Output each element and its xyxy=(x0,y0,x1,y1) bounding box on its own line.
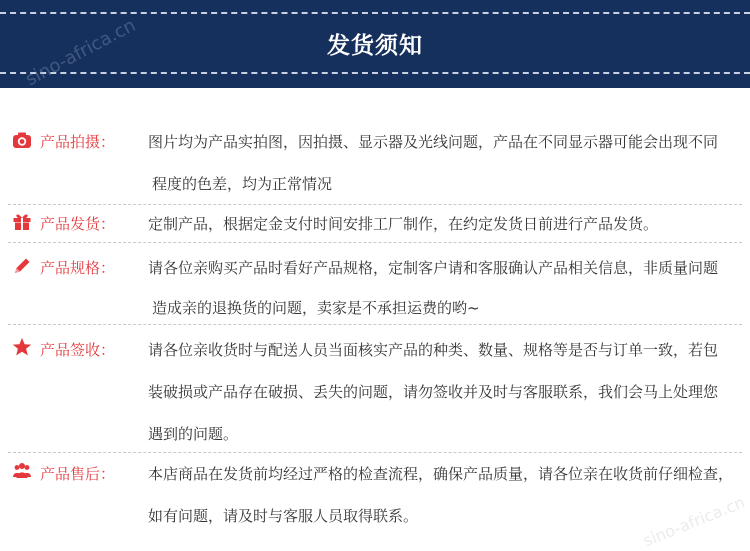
watermark: sino-africa.cn xyxy=(22,14,140,91)
divider xyxy=(8,324,742,325)
section-text-line: 装破损或产品存在破损、丢失的问题，请勿签收并及时与客服联系，我们会马上处理您 xyxy=(148,383,719,401)
section-label: 产品拍摄： xyxy=(40,133,116,151)
section-text-line: 定制产品，根据定金支付时间安排工厂制作，在约定发货日前进行产品发货。 xyxy=(148,215,659,233)
section-label: 产品签收： xyxy=(40,341,116,359)
header-banner xyxy=(0,0,750,91)
section-label: 产品规格： xyxy=(40,259,116,277)
divider xyxy=(8,242,742,243)
page-title: 发货须知 xyxy=(327,33,423,59)
section-text-line: 造成亲的退换货的问题，卖家是不承担运费的哟~ xyxy=(152,299,480,317)
divider xyxy=(8,452,742,453)
camera-icon xyxy=(12,130,32,150)
section-label: 产品发货： xyxy=(40,215,116,233)
divider xyxy=(8,204,742,205)
section-text-line: 请各位亲收货时与配送人员当面核实产品的种类、数量、规格等是否与订单一致，若包 xyxy=(148,341,719,359)
section-text-line: 本店商品在发货前均经过严格的检查流程，确保产品质量，请各位亲在收货前仔细检查， xyxy=(148,465,734,483)
section-text-line: 请各位亲购买产品时看好产品规格，定制客户请和客服确认产品相关信息，非质量问题 xyxy=(148,259,719,277)
pencil-icon xyxy=(12,256,32,276)
gift-icon xyxy=(12,211,32,231)
star-icon xyxy=(12,337,32,357)
people-icon xyxy=(12,461,32,481)
section-text-line: 遇到的问题。 xyxy=(148,425,239,443)
watermark: sino-africa.cn xyxy=(640,492,748,551)
section-text-line: 图片均为产品实拍图，因拍摄、显示器及光线问题，产品在不同显示器可能会出现不同 xyxy=(148,133,719,151)
section-label: 产品售后： xyxy=(40,465,116,483)
section-text-line: 如有问题，请及时与客服人员取得联系。 xyxy=(148,507,419,525)
section-text-line: 程度的色差，均为正常情况 xyxy=(152,175,333,193)
